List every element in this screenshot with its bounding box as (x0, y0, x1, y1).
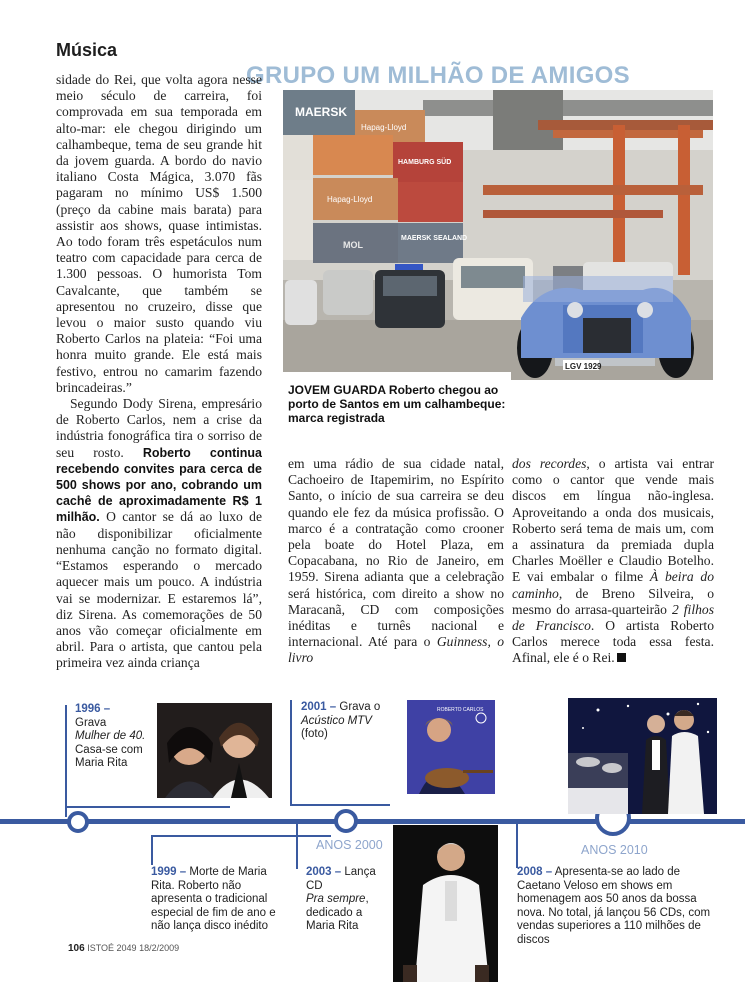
paragraph-text: , de Breno Silveira, o mesmo do arrasa-quarteirão (512, 585, 714, 617)
timeline-node (334, 809, 358, 833)
timeline-connector (151, 835, 331, 837)
container-label: MOL (343, 240, 363, 250)
page-footer (68, 943, 179, 954)
end-mark (617, 653, 626, 662)
container-label: Hapag-Lloyd (361, 123, 407, 132)
event-album: Acústico MTV (301, 714, 372, 727)
timeline-connector (516, 824, 518, 868)
article-column-2 (288, 456, 504, 667)
license-plate: LGV 1929 (565, 362, 602, 371)
section-title: Música (56, 40, 118, 60)
event-year: 2003 – (306, 866, 342, 878)
paragraph: sidade do Rei, que volta agora nesse meio século de carreira, foi comprovada em sua temporada em alto-mar: ele chegou dirigindo um calhambeque, tema de seu grande hit da jovem guarda. A bordo do navio italiano Costa Mágica, 3.070 fãs pagaram no mínimo US$ 1.500 (preço da cabine mais barata) para assistir aos shows, quase intimistas. Ao todo foram três espetáculos num teatro com capacidade para cerca de 1.300 pessoas. O humorista Tom Cavalcante, que também se apresentou no cruzeiro, disse que levou o maior susto quando viu Roberto Carlos na plateia: “Foi uma honra muito grande. Ele está mais festivo, entrou no camarim fazendo brincadeiras.” (56, 72, 262, 395)
timeline-connector (65, 806, 230, 808)
photo-performing (393, 825, 498, 982)
decade-label: ANOS 2000 (316, 838, 383, 852)
article-column-1 (56, 72, 262, 672)
timeline-connector (290, 804, 390, 806)
paragraph-text: Segundo Dody Sirena, empresário de Roberto Carlos, nem a crise da indústria fonográfica tira o sorriso de seu rosto. (56, 396, 262, 460)
event-text: Lança CD (306, 866, 376, 892)
italic-text: Guinness, o livro (288, 634, 504, 666)
paragraph-text: , o artista vai entrar como o cantor que vende mais discos em língua não-inglesa. Aproveitando a onda dos musicais, Roberto será tema de mais um, com a assinatura da premiada dupla Charles Moëller e Claudio Botelho. E vai embalar o filme (512, 456, 715, 585)
couple-illustration (157, 703, 272, 798)
container-label: MAERSK (295, 105, 348, 119)
decade-label: ANOS 2010 (581, 843, 648, 857)
container-label: Hapag-Lloyd (327, 195, 373, 204)
watermark-text: GRUPO UM MILHÃO DE AMIGOS (246, 62, 630, 89)
timeline-event-2001 (301, 701, 381, 742)
performer-illustration (393, 825, 498, 982)
italic-text: dos recordes (512, 456, 587, 471)
timeline-connector (151, 835, 153, 865)
highlight-text: Roberto continua recebendo convites para cerca de 500 shows por ano, cobrando um cachê de aproximadamente R$ 1 milhão. (56, 445, 262, 525)
container-label: MAERSK SEALAND (401, 235, 468, 242)
film-title: À beira do caminho (512, 569, 714, 601)
timeline-connector (65, 705, 67, 817)
timeline-node (67, 811, 89, 833)
photo-caption (288, 383, 508, 425)
port-photo (283, 90, 713, 380)
paragraph-text: em uma rádio de sua cidade natal, Cachoeiro de Itapemirim, no Espírito Santo, o início de sua carreira se deu quando ele fez da música profissão. O marco é a contratação como crooner pela boate do Hotel Plaza, em Copacabana, no Rio de Janeiro, em 1959. Sirena adianta que a celebração será histórica, com direito a show no Maracanã, CD com composições inéditas e turnês nacional e internacional. Até para o (288, 456, 504, 650)
timeline-connector (290, 700, 292, 805)
event-text: Grava (75, 716, 107, 729)
cd-cover-illustration (407, 700, 495, 794)
film-title: 2 filhos de Francisco (512, 601, 714, 634)
photo-couple (157, 703, 272, 798)
cd-cover-label: ROBERTO CARLOS (437, 707, 484, 713)
caption-kicker: JOVEM GUARDA (288, 383, 386, 397)
event-album: Mulher de 40. (75, 730, 146, 742)
photo-caetano (568, 698, 717, 814)
stage-illustration (568, 698, 717, 814)
event-text: Grava o (339, 701, 381, 713)
port-photo-illustration (283, 90, 713, 380)
timeline-event-1999 (151, 866, 291, 934)
event-year: 2008 – (517, 866, 553, 878)
paragraph-text: O cantor se dá ao luxo de não disponibilizar oficialmente nenhuma canção no formato digital. “Estamos esperando o mercado aquecer mais um pouco. A indústria vai se modernizar. E estaremos lá”, diz Sirena. As comemorações de 50 anos vão começar oficialmente em abril. Para o artista, que cantou pela primeira vez ainda criança (56, 509, 262, 671)
issue-info: ISTOÉ 2049 18/2/2009 (87, 943, 180, 953)
event-year: 1996 – (75, 703, 111, 715)
event-text: Morte de Maria Rita. Roberto não apresenta o tradicional especial de fim de ano e não lança disco inédito (151, 866, 276, 932)
timeline-connector (296, 824, 298, 869)
paragraph-text: . O artista Roberto Carlos merece toda essa festa. Afinal, ele é o Rei. (512, 618, 714, 666)
caption-text: Roberto chegou ao porto de Santos em um calhambeque: marca registrada (288, 383, 506, 425)
timeline-event-1996 (75, 703, 153, 771)
paragraph (56, 396, 262, 671)
event-year: 2001 – (301, 701, 337, 713)
event-text: , dedicado a Maria Rita (306, 893, 369, 932)
paragraph (288, 456, 504, 667)
event-text: Casa-se com Maria Rita (75, 743, 143, 769)
cd-cover-acustico (407, 700, 495, 794)
event-album: Pra sempre (306, 893, 366, 905)
timeline-axis (0, 819, 745, 824)
timeline-event-2003 (306, 866, 394, 934)
article-column-3 (512, 456, 714, 667)
event-year: 1999 – (151, 866, 187, 878)
event-text: (foto) (301, 728, 328, 740)
paragraph (512, 456, 714, 667)
page-number: 106 (68, 943, 85, 954)
container-label: HAMBURG SÜD (398, 159, 452, 166)
event-text: Apresenta-se ao lado de Caetano Veloso em shows em homenagem aos 50 anos da bossa nova. No total, já lançou 56 CDs, com vendas superiores a 110 milhões de discos (517, 866, 711, 946)
timeline-event-2008 (517, 866, 717, 947)
